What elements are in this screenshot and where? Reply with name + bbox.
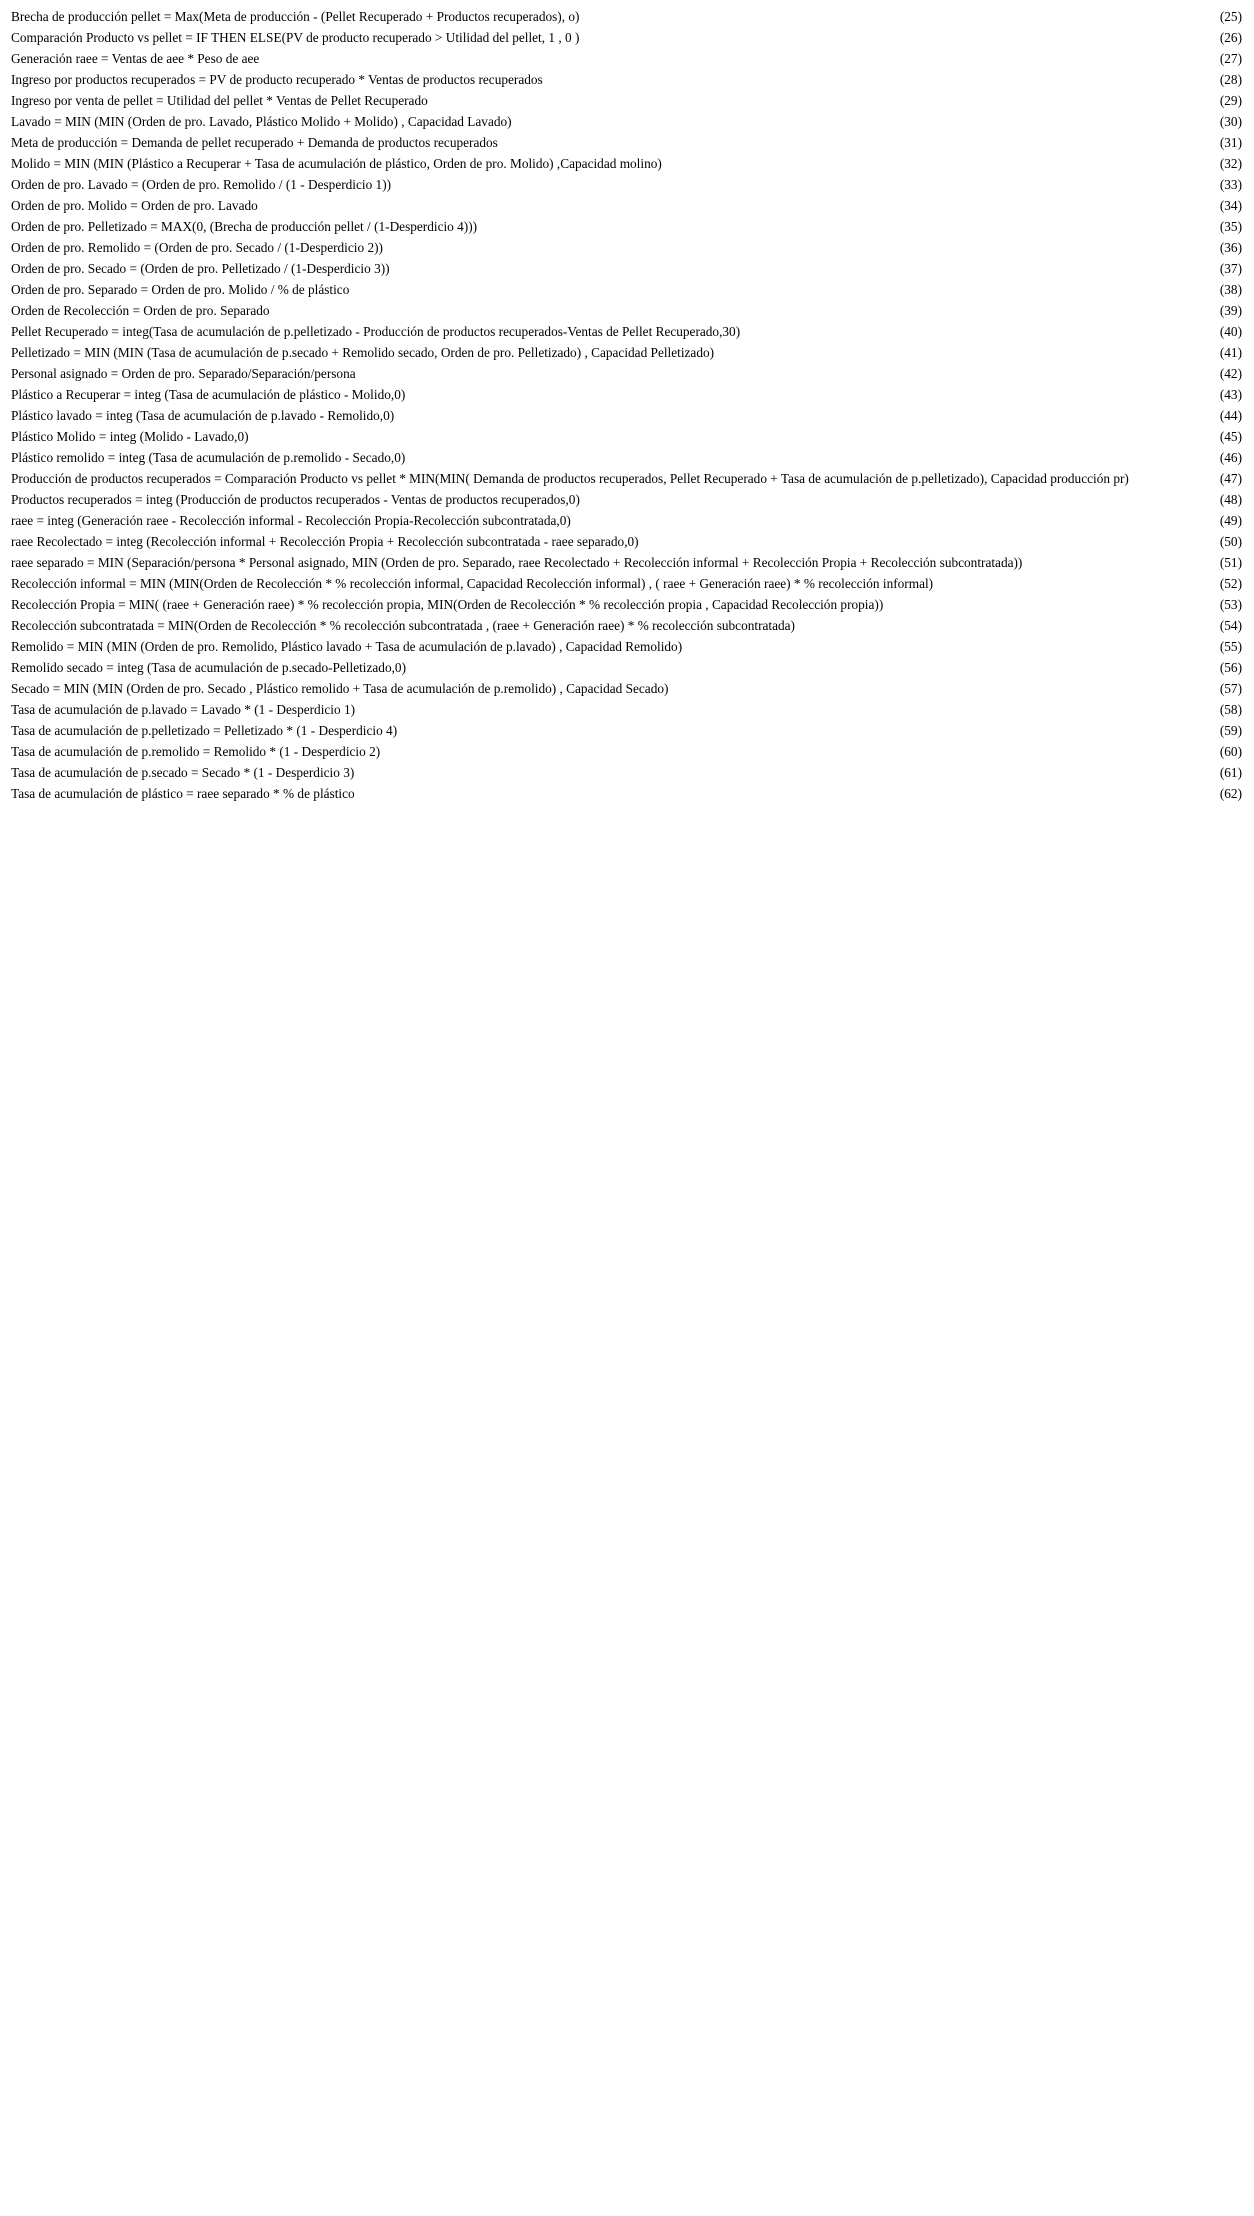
equation-text: Orden de pro. Remolido = (Orden de pro. Secado / (1-Desperdicio 2)): [11, 240, 383, 255]
equation-number: (43): [1219, 387, 1242, 402]
equation-text: Orden de pro. Pelletizado = MAX(0, (Brecha de producción pellet / (1-Desperdicio 4))): [11, 219, 478, 234]
equation-row: [11, 408, 1242, 429]
equation-number: (54): [1219, 618, 1242, 633]
equation-text: Orden de pro. Separado = Orden de pro. Molido / % de plástico: [11, 282, 350, 297]
equation-row: [11, 387, 1242, 408]
equation-number: (38): [1219, 282, 1242, 297]
equation-number: (49): [1219, 513, 1242, 528]
equation-text: Molido = MIN (MIN (Plástico a Recuperar + Tasa de acumulación de plástico, Orden de pro. Molido) ,Capacidad molino): [11, 156, 662, 171]
equation-row: [11, 765, 1242, 786]
equation-row: [11, 681, 1242, 702]
equation-number: (28): [1219, 72, 1242, 87]
equation-number: (39): [1219, 303, 1242, 318]
equation-text: Recolección informal = MIN (MIN(Orden de Recolección * % recolección informal, Capacidad Recolección informal) , ( raee + Generación raee) * % recolección informal): [11, 576, 934, 591]
equation-text: Plástico lavado = integ (Tasa de acumulación de p.lavado - Remolido,0): [11, 408, 395, 423]
equation-row: [11, 744, 1242, 765]
equation-number: (52): [1219, 576, 1242, 591]
equation-row: [11, 51, 1242, 72]
equation-number: (33): [1219, 177, 1242, 192]
equation-row: [11, 534, 1242, 555]
equation-number: (56): [1219, 660, 1242, 675]
equation-text: raee = integ (Generación raee - Recolección informal - Recolección Propia-Recolección subcontratada,0): [11, 513, 571, 528]
equation-row: [11, 492, 1242, 513]
equation-row: [11, 198, 1242, 219]
equation-text: Orden de pro. Lavado = (Orden de pro. Remolido / (1 - Desperdicio 1)): [11, 177, 392, 192]
equation-number: (34): [1219, 198, 1242, 213]
equation-text: Brecha de producción pellet = Max(Meta de producción - (Pellet Recuperado + Productos recuperados), o): [11, 9, 580, 24]
equation-row: [11, 135, 1242, 156]
equation-number: (25): [1219, 9, 1242, 24]
equation-row: [11, 702, 1242, 723]
equation-number: (27): [1219, 51, 1242, 66]
equation-text: Orden de pro. Molido = Orden de pro. Lavado: [11, 198, 258, 213]
equation-text: Tasa de acumulación de p.secado = Secado * (1 - Desperdicio 3): [11, 765, 355, 780]
equation-number: (48): [1219, 492, 1242, 507]
equation-number: (29): [1219, 93, 1242, 108]
equation-row: [11, 72, 1242, 93]
equation-number: (37): [1219, 261, 1242, 276]
equation-text: Meta de producción = Demanda de pellet recuperado + Demanda de productos recuperados: [11, 135, 498, 150]
equation-row: [11, 555, 1242, 576]
equation-text: Orden de pro. Secado = (Orden de pro. Pelletizado / (1-Desperdicio 3)): [11, 261, 390, 276]
equation-text: Comparación Producto vs pellet = IF THEN ELSE(PV de producto recuperado > Utilidad del pellet, 1 , 0 ): [11, 30, 580, 45]
equation-number: (57): [1219, 681, 1242, 696]
equation-number: (44): [1219, 408, 1242, 423]
equation-row: [11, 282, 1242, 303]
equation-number: (45): [1219, 429, 1242, 444]
equation-row: [11, 156, 1242, 177]
equation-number: (46): [1219, 450, 1242, 465]
equation-row: [11, 513, 1242, 534]
equation-row: [11, 114, 1242, 135]
equation-row: [11, 471, 1242, 492]
equation-text: Recolección subcontratada = MIN(Orden de Recolección * % recolección subcontratada , (raee + Generación raee) * % recolección subcontratada): [11, 618, 795, 633]
equation-row: [11, 9, 1242, 30]
equation-list: [11, 9, 1242, 807]
equation-number: (30): [1219, 114, 1242, 129]
equation-row: [11, 429, 1242, 450]
equation-row: [11, 597, 1242, 618]
equation-text: Remolido = MIN (MIN (Orden de pro. Remolido, Plástico lavado + Tasa de acumulación de p.lavado) , Capacidad Remolido): [11, 639, 683, 654]
equation-text: Tasa de acumulación de p.remolido = Remolido * (1 - Desperdicio 2): [11, 744, 381, 759]
equation-number: (35): [1219, 219, 1242, 234]
equation-number: (26): [1219, 30, 1242, 45]
equation-row: [11, 30, 1242, 51]
equation-number: (36): [1219, 240, 1242, 255]
equation-number: (32): [1219, 156, 1242, 171]
equation-number: (62): [1219, 786, 1242, 801]
equation-row: [11, 618, 1242, 639]
equation-row: [11, 786, 1242, 807]
equation-row: [11, 660, 1242, 681]
equation-row: [11, 219, 1242, 240]
equation-number: (50): [1219, 534, 1242, 549]
equation-text: Orden de Recolección = Orden de pro. Separado: [11, 303, 270, 318]
equation-text: Tasa de acumulación de p.lavado = Lavado * (1 - Desperdicio 1): [11, 702, 356, 717]
equation-text: Personal asignado = Orden de pro. Separado/Separación/persona: [11, 366, 356, 381]
equation-text: Secado = MIN (MIN (Orden de pro. Secado , Plástico remolido + Tasa de acumulación de p.remolido) , Capacidad Secado): [11, 681, 669, 696]
equation-number: (59): [1219, 723, 1242, 738]
equation-text: Tasa de acumulación de p.pelletizado = Pelletizado * (1 - Desperdicio 4): [11, 723, 398, 738]
equation-row: [11, 723, 1242, 744]
equation-number: (41): [1219, 345, 1242, 360]
equation-text: Generación raee = Ventas de aee * Peso de aee: [11, 51, 260, 66]
equation-text: raee Recolectado = integ (Recolección informal + Recolección Propia + Recolección subcontratada - raee separado,0): [11, 534, 639, 549]
equation-number: (51): [1219, 555, 1242, 570]
equation-text: Ingreso por venta de pellet = Utilidad del pellet * Ventas de Pellet Recuperado: [11, 93, 428, 108]
equation-text: Ingreso por productos recuperados = PV de producto recuperado * Ventas de productos recuperados: [11, 72, 543, 87]
equation-number: (60): [1219, 744, 1242, 759]
equation-text: Remolido secado = integ (Tasa de acumulación de p.secado-Pelletizado,0): [11, 660, 406, 675]
equation-row: [11, 177, 1242, 198]
equation-row: [11, 366, 1242, 387]
equation-row: [11, 303, 1242, 324]
equation-text: Recolección Propia = MIN( (raee + Generación raee) * % recolección propia, MIN(Orden de Recolección * % recolección propia , Capacidad Recolección propia)): [11, 597, 884, 612]
equation-number: (42): [1219, 366, 1242, 381]
equation-text: Producción de productos recuperados = Comparación Producto vs pellet * MIN(MIN( Demanda de productos recuperados, Pellet Recuperado + Tasa de acumulación de p.pelletizado), Capacidad producción pr): [11, 471, 1129, 486]
equation-row: [11, 261, 1242, 282]
equation-row: [11, 639, 1242, 660]
equation-text: Pelletizado = MIN (MIN (Tasa de acumulación de p.secado + Remolido secado, Orden de pro. Pelletizado) , Capacidad Pelletizado): [11, 345, 715, 360]
equation-number: (31): [1219, 135, 1242, 150]
equation-text: Productos recuperados = integ (Producción de productos recuperados - Ventas de productos recuperados,0): [11, 492, 580, 507]
equation-text: Lavado = MIN (MIN (Orden de pro. Lavado, Plástico Molido + Molido) , Capacidad Lavado): [11, 114, 512, 129]
equation-text: Pellet Recuperado = integ(Tasa de acumulación de p.pelletizado - Producción de productos recuperados-Ventas de Pellet Recuperado,30): [11, 324, 741, 339]
equation-number: (61): [1219, 765, 1242, 780]
equation-row: [11, 576, 1242, 597]
equation-number: (47): [1219, 471, 1242, 486]
equation-text: raee separado = MIN (Separación/persona * Personal asignado, MIN (Orden de pro. Separado, raee Recolectado + Recolección informal + Recolección Propia + Recolección subcontratada)): [11, 555, 1023, 570]
equation-text: Plástico remolido = integ (Tasa de acumulación de p.remolido - Secado,0): [11, 450, 406, 465]
equation-number: (40): [1219, 324, 1242, 339]
equation-text: Tasa de acumulación de plástico = raee separado * % de plástico: [11, 786, 355, 801]
equation-number: (53): [1219, 597, 1242, 612]
equation-row: [11, 450, 1242, 471]
equation-text: Plástico a Recuperar = integ (Tasa de acumulación de plástico - Molido,0): [11, 387, 406, 402]
equation-text: Plástico Molido = integ (Molido - Lavado,0): [11, 429, 249, 444]
equation-number: (55): [1219, 639, 1242, 654]
equation-number: (58): [1219, 702, 1242, 717]
equation-row: [11, 93, 1242, 114]
equation-row: [11, 240, 1242, 261]
equation-row: [11, 324, 1242, 345]
equation-row: [11, 345, 1242, 366]
